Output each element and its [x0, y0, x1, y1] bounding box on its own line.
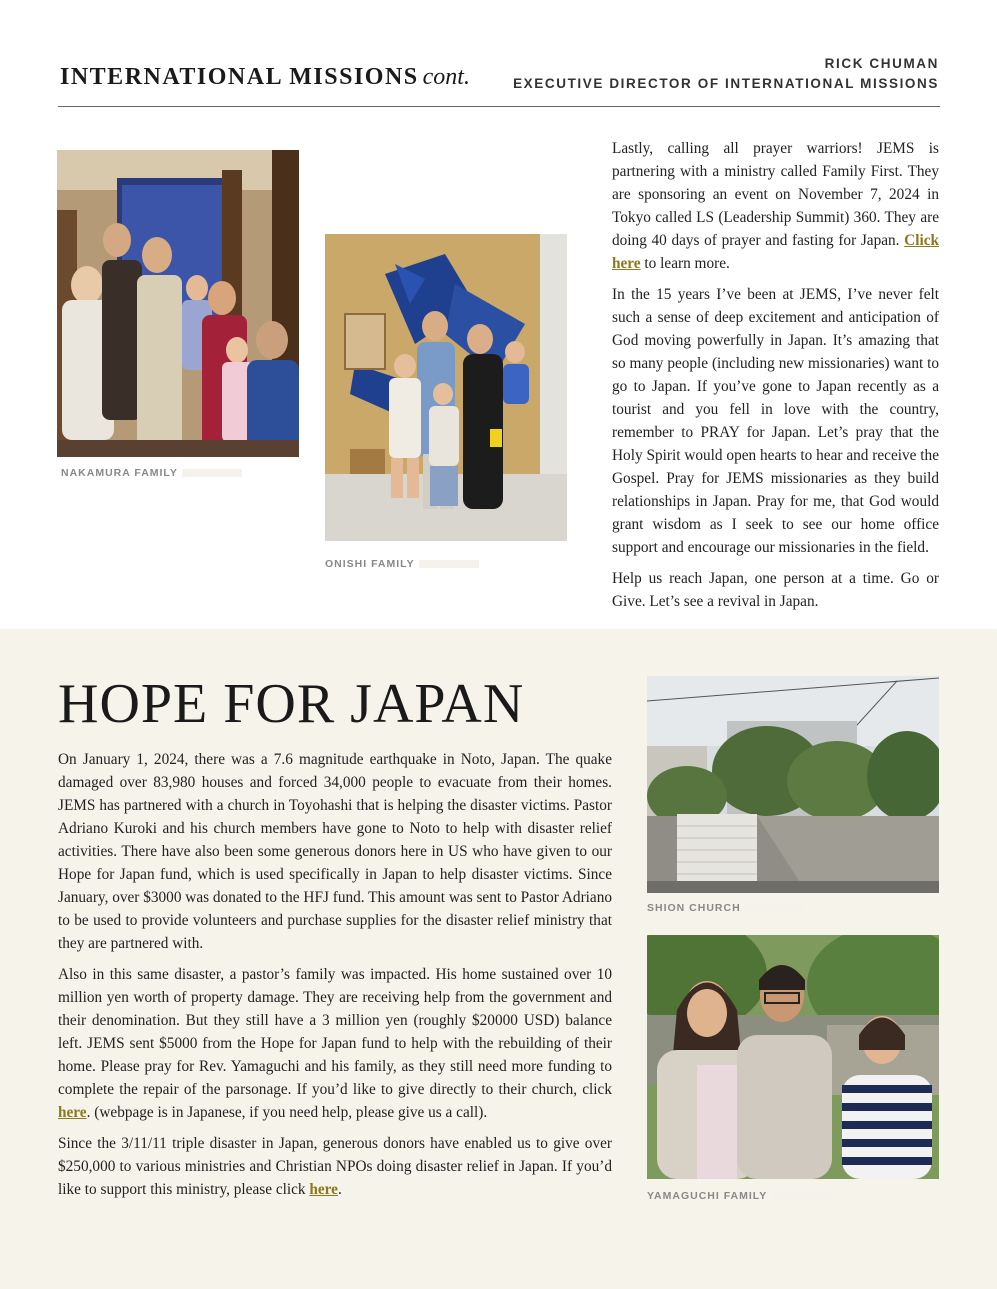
- shion-church-photo: [647, 676, 939, 893]
- paragraph: In the 15 years I’ve been at JEMS, I’ve never felt such a sense of deep excitement and anticipation of God moving powerfully in Japan. It’s amazing that so many people (including new missionaries) want to go to Japan. If you’ve gone to Japan recently as a tourist and you fell in love with the country, remember to PRAY for Japan. Let’s pray that the Holy Spirit would open hearts to hear and receive the Gospel. Pray for JEMS missionaries as they build relationships in Japan. Pray for me, that God would grant wisdom as I seek to see our home office support and encourage our missionaries in the field.: [612, 286, 939, 556]
- yamaguchi-caption: [647, 1190, 831, 1202]
- paragraph-text: Also in this same disaster, a pastor’s family was impacted. His home sustained over 10 million yen worth of property damage. They are receiving help from the government and their denomination. But they still have a 3 million yen (roughly $20000 USD) balance left. JEMS sent $5000 from the Hope for Japan fund to help with the rebuilding of their home. Please pray for Rev. Yamaguchi and his family, as they still need more funding to complete the repair of the parsonage. If you’d like to give directly to their church, click: [58, 966, 612, 1098]
- paragraph: On January 1, 2024, there was a 7.6 magnitude earthquake in Noto, Japan. The quake damaged over 83,980 houses and forced 34,000 people to evacuate from their homes. JEMS has partnered with a church in Toyohashi that is helping the disaster victims. Pastor Adriano Kuroki and his church members have gone to Noto to help with disaster relief activities. There have also been some generous donors here in US who have given to our Hope for Japan fund, which is used specifically in Japan to help disaster victims. Since January, over $3000 was donated to the HFJ fund. This amount was sent to Pastor Adriano to be used to provide volunteers and purchase supplies for the disaster relief ministry that they are partnered with.: [58, 751, 613, 952]
- nakamura-family-photo: [57, 150, 299, 457]
- header-divider: [58, 106, 940, 107]
- yamaguchi-caption-text: YAMAGUCHI FAMILY: [647, 1190, 768, 1202]
- onishi-caption-text: ONISHI FAMILY: [325, 558, 415, 570]
- paragraph-text: .: [337, 1181, 342, 1198]
- paragraph-text: Since the 3/11/11 triple disaster in Japan, generous donors have enabled us to give over $250,000 to various ministries and Christian NPOs doing disaster relief in Japan. If you’d like to support this ministry, please click: [58, 1135, 612, 1198]
- paragraph: [58, 1132, 612, 1201]
- section-title-suffix: cont.: [422, 64, 470, 90]
- paragraph: [612, 137, 939, 275]
- author-block: [513, 54, 939, 94]
- caption-accent: [745, 904, 805, 912]
- hope-title: HOPE FOR JAPAN: [58, 673, 525, 735]
- caption-accent: [182, 469, 242, 477]
- section-title-text: INTERNATIONAL MISSIONS: [60, 64, 419, 90]
- yamaguchi-family-photo: [647, 935, 939, 1179]
- right-column-text: [612, 137, 939, 621]
- caption-accent: [771, 1192, 831, 1200]
- shion-caption-text: SHION CHURCH: [647, 902, 741, 914]
- author-role: EXECUTIVE DIRECTOR OF INTERNATIONAL MISSIONS: [513, 76, 939, 91]
- shion-caption: [647, 902, 805, 914]
- author-name: RICK CHUMAN: [824, 56, 939, 71]
- paragraph-text: . (webpage is in Japanese, if you need help, please give us a call).: [86, 1104, 488, 1121]
- caption-accent: [419, 560, 479, 568]
- onishi-family-photo: [325, 234, 567, 541]
- section-title: [60, 64, 470, 91]
- paragraph: [58, 963, 612, 1124]
- paragraph: Help us reach Japan, one person at a time. Go or Give. Let’s see a revival in Japan.: [612, 570, 939, 610]
- paragraph-text: Lastly, calling all prayer warriors! JEMS is partnering with a ministry called Family First. They are sponsoring an event on November 7, 2024 in Tokyo called LS (Leadership Summit) 360. They are doing 40 days of prayer and fasting for Japan.: [612, 140, 939, 249]
- nakamura-caption: [61, 467, 242, 479]
- onishi-caption: [325, 558, 479, 570]
- click-here-link[interactable]: Click here: [612, 232, 939, 272]
- paragraph-text: to learn more.: [640, 255, 730, 272]
- support-here-link[interactable]: here: [309, 1181, 338, 1198]
- hope-body-text: [58, 748, 612, 1209]
- church-here-link[interactable]: here: [58, 1104, 87, 1121]
- nakamura-caption-text: NAKAMURA FAMILY: [61, 467, 178, 479]
